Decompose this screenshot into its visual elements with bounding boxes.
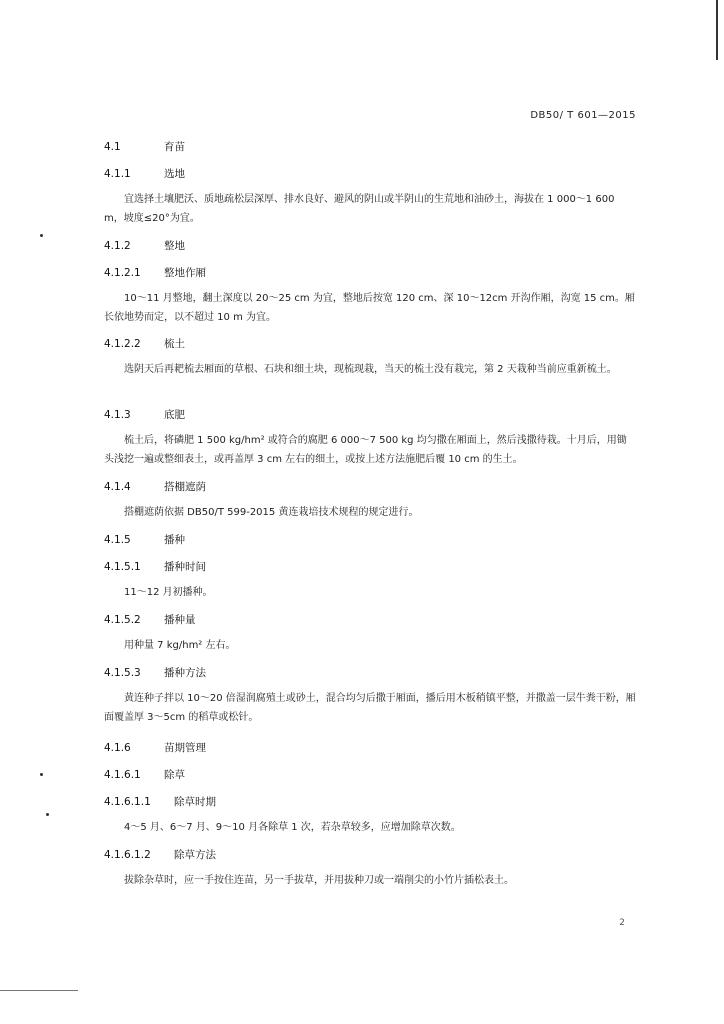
paragraph-4-1-3: 梳土后，将磷肥 1 500 kg/hm² 或符合的腐肥 6 000～7 500 kg 均匀撒在厢面上，然后浅撒待栽。十月后，用锄头浅挖一遍或整细表土，或再盖厚 3 cm 左右的细土，或按上述方法施肥后覆 10 cm 的生土。	[104, 435, 627, 465]
heading-4-1-4: 4.1.4 搭棚遮荫	[104, 481, 206, 493]
paragraph-4-1-4: 搭棚遮荫依据 DB50/T 599-2015 黄连栽培技术规程的规定进行。	[124, 507, 419, 518]
paragraph-4-1-1: 宜选择土壤肥沃、质地疏松层深厚、排水良好、避风的阴山或半阴山的生荒地和油砂土，海拔在 1 000～1 600 m，坡度≤20°为宜。	[104, 194, 615, 224]
heading-4-1-2: 4.1.2 整地	[104, 240, 185, 252]
heading-4-1-5-3: 4.1.5.3 播种方法	[104, 667, 206, 679]
paragraph-4-1-6-1-2: 拔除杂草时，应一手按住连苗，另一手拔草，并用拔种刀或一端削尖的小竹片插松表土。	[124, 875, 514, 886]
heading-4-1-5-1: 4.1.5.1 播种时间	[104, 561, 206, 573]
heading-4-1-6-1-1: 4.1.6.1.1 除草时期	[104, 796, 216, 808]
paragraph-4-1-6-1-1: 4～5 月、6～7 月、9～10 月各除草 1 次，若杂草较多，应增加除草次数。	[124, 822, 461, 833]
heading-4-1-6: 4.1.6 苗期管理	[104, 742, 206, 754]
paragraph-4-1-2-1: 10～11 月整地，翻土深度以 20～25 cm 为宜，整地后按宽 120 cm、深 10～12cm 开沟作厢，沟宽 15 cm。厢长依地势而定，以不超过 10 m 为宜。	[104, 293, 635, 323]
heading-4-1: 4.1 育苗	[104, 141, 185, 153]
scan-edge-line	[716, 0, 718, 60]
paragraph-4-1-5-3: 黄连种子拌以 10～20 倍湿润腐殖土或砂土，混合均匀后撒于厢面，播后用木板稍镇平整，并撒盖一层牛粪干粉，厢面覆盖厚 3～5cm 的稻草或松针。	[104, 693, 636, 723]
paragraph-4-1-2-2: 选阴天后再耙梳去厢面的草根、石块和细土块，现梳现栽，当天的梳土没有栽完，第 2 天栽种当前应重新梳土。	[124, 364, 617, 375]
scan-dot	[40, 773, 43, 776]
heading-4-1-3: 4.1.3 底肥	[104, 409, 185, 421]
heading-4-1-5: 4.1.5 播种	[104, 534, 185, 546]
heading-4-1-6-1-2: 4.1.6.1.2 除草方法	[104, 849, 216, 861]
paragraph-4-1-5-2: 用种量 7 kg/hm² 左右。	[124, 640, 236, 651]
page-number: 2	[619, 918, 625, 928]
heading-4-1-1: 4.1.1 选地	[104, 168, 185, 180]
scan-dot	[46, 813, 49, 816]
heading-4-1-2-2: 4.1.2.2 梳土	[104, 338, 185, 350]
footer-divider	[0, 990, 78, 991]
heading-4-1-5-2: 4.1.5.2 播种量	[104, 614, 196, 626]
heading-4-1-6-1: 4.1.6.1 除草	[104, 769, 185, 781]
standard-code: DB50/ T 601—2015	[530, 110, 636, 121]
paragraph-4-1-5-1: 11～12 月初播种。	[124, 587, 213, 598]
heading-4-1-2-1: 4.1.2.1 整地作厢	[104, 267, 206, 279]
scan-dot	[40, 234, 43, 237]
